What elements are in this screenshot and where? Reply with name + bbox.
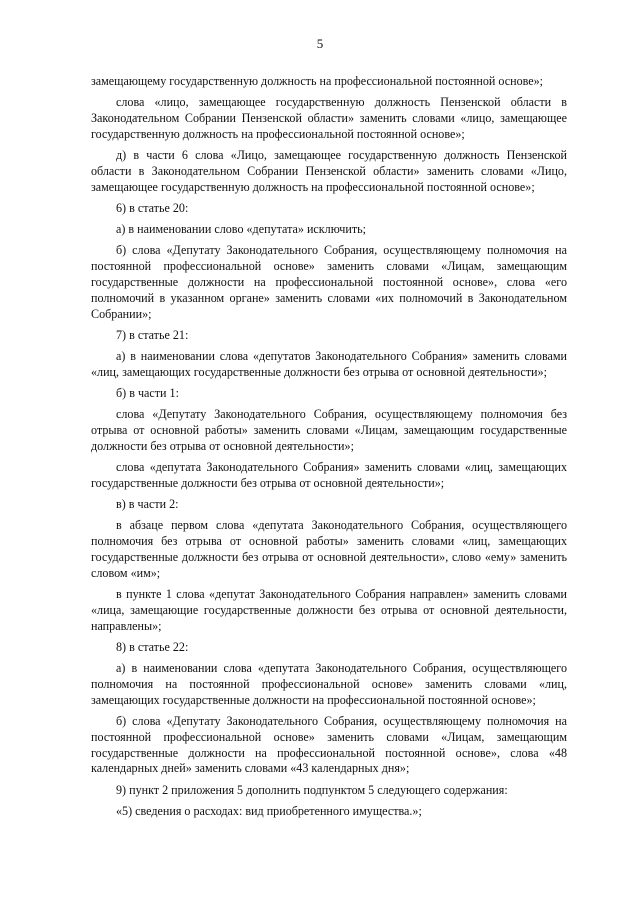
paragraph: слова «лицо, замещающее государственную должность Пензенской области в Законодательном Собрании Пензенской области» заменить словами «лицо, замещающее государственную должность на профессиональной постоянной основе»;: [91, 95, 567, 141]
paragraph: замещающему государственную должность на профессиональной постоянной основе»;: [91, 74, 544, 88]
page-number: 5: [316, 36, 324, 51]
paragraph: б) слова «Депутату Законодательного Собрания, осуществляющему полномочия на постоянной профессиональной основе» заменить словами «Лицам, замещающим государственные должности на профессиональной постоянной основе», слова «48 календарных дней» заменить словами «43 календарных дня»;: [91, 713, 567, 776]
document-body: [91, 74, 567, 820]
paragraph: в абзаце первом слова «депутата Законодательного Собрания, осуществляющего полномочия без отрыва от основной работы» заменить словами «лиц, замещающих государственные должности без отрыва от основной деятельности», слово «ему» заменить словом «им»;: [91, 518, 567, 580]
paragraph: 7) в статье 21:: [116, 327, 189, 342]
paragraph: «5) сведения о расходах: вид приобретенного имущества.»;: [116, 803, 422, 818]
paragraph: а) в наименовании слово «депутата» исключить;: [116, 222, 366, 236]
paragraph: слова «Депутату Законодательного Собрания, осуществляющему полномочия без отрыва от основной работы» заменить словами «Лицам, замещающим государственные должности без отрыва от основной деятельности»;: [91, 407, 567, 453]
paragraph: б) слова «Депутату Законодательного Собрания, осуществляющему полномочия на постоянной профессиональной основе» заменить словами «Лицам, замещающим государственные должности на профессиональной постоянной основе», слова «его полномочий в указанном органе» заменить словами «их полномочий в Законодательном Собрании»;: [91, 243, 567, 321]
paragraph: б) в части 1:: [116, 385, 179, 400]
paragraph: 6) в статье 20:: [116, 200, 189, 215]
paragraph: 9) пункт 2 приложения 5 дополнить подпунктом 5 следующего содержания:: [116, 782, 508, 797]
paragraph: а) в наименовании слова «депутатов Законодательного Собрания» заменить словами «лиц, замещающих государственные должности без отрыва от основной деятельности»;: [91, 348, 567, 379]
paragraph: слова «депутата Законодательного Собрания» заменить словами «лиц, замещающих государственные должности без отрыва от основной деятельности»;: [91, 459, 567, 490]
paragraph: 8) в статье 22:: [116, 639, 189, 654]
paragraph: д) в части 6 слова «Лицо, замещающее государственную должность Пензенской области в Законодательном Собрании Пензенской области» заменить словами «Лицо, замещающее государственную должность на профессиональной постоянной основе»;: [91, 148, 567, 194]
paragraph: в пункте 1 слова «депутат Законодательного Собрания направлен» заменить словами «лица, замещающие государственные должности без отрыва от основной деятельности, направлены»;: [91, 586, 567, 633]
paragraph: а) в наименовании слова «депутата Законодательного Собрания, осуществляющего полномочия на постоянной профессиональной основе» заменить словами «лиц, замещающих государственные должности на профессиональной постоянной основе»;: [91, 660, 567, 707]
paragraph: в) в части 2:: [116, 496, 179, 511]
